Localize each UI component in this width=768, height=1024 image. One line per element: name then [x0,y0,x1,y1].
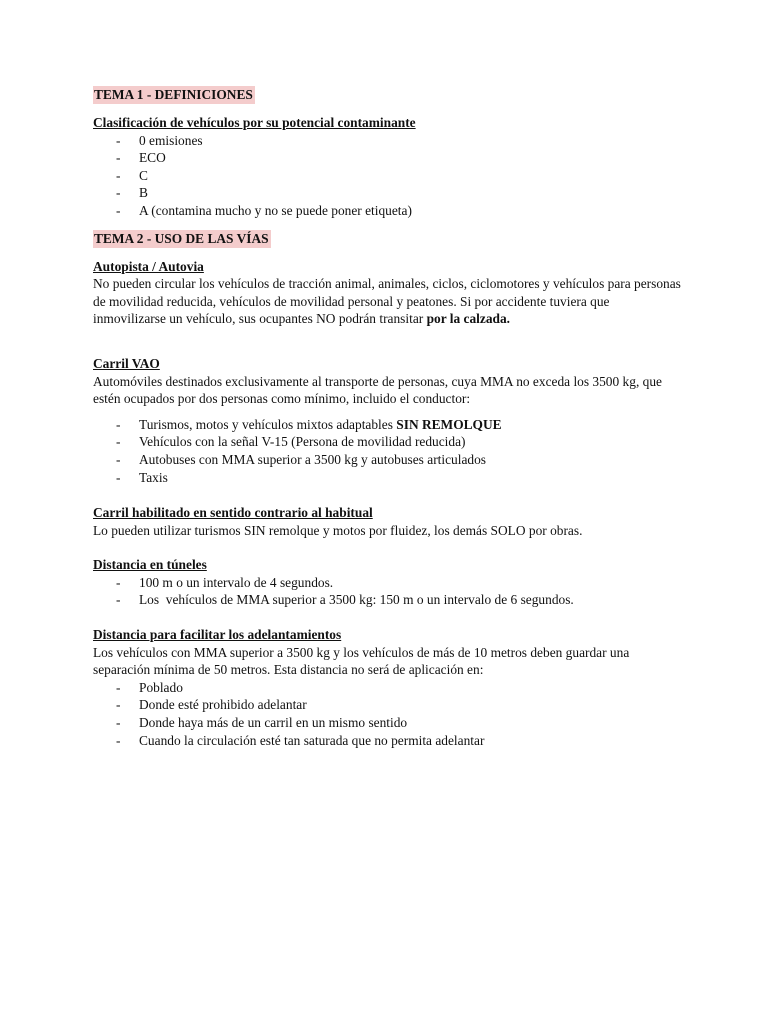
list-item: - A (contamina mucho y no se puede poner etiqueta) [93,202,683,220]
contrario-heading: Carril habilitado en sentido contrario al habitual [93,505,373,521]
adelantamientos-paragraph: Los vehículos con MMA superior a 3500 kg y los vehículos de más de 10 metros deben guardar una separación mínima de 50 metros. Esta distancia no será de aplicación en: [93,644,630,678]
vao-paragraph: Automóviles destinados exclusivamente al transporte de personas, cuya MMA no exceda los 3500 kg, que estén ocupados por dos personas como mínimo, incluido el conductor: [93,373,662,407]
tema-1-title [93,86,683,104]
contrario-paragraph: Lo pueden utilizar turismos SIN remolque y motos por fluidez, los demás SOLO por obras. [93,522,583,538]
list-item: - Taxis [93,469,683,487]
vao-heading: Carril VAO [93,355,160,371]
list-item: - Cuando la circulación esté tan saturada que no permita adelantar [93,732,683,750]
clasificacion-heading: Clasificación de vehículos por su potencial contaminante [93,115,416,130]
list-item: - Donde esté prohibido adelantar [93,696,683,714]
list-item: - Vehículos con la señal V-15 (Persona de movilidad reducida) [93,433,683,451]
autopista-text-bold: por la calzada. [426,311,511,327]
tuneles-list [93,574,683,609]
list-item: - Autobuses con MMA superior a 3500 kg y autobuses articulados [93,451,683,469]
vao-list [93,416,683,486]
vao-item-1-bold: SIN REMOLQUE [396,416,502,432]
list-item: - Donde haya más de un carril en un mismo sentido [93,714,683,732]
autopista-text: No pueden circular los vehículos de tracción animal, animales, ciclos, ciclomotores y vehículos para personas de movilidad reducida, vehículos de movilidad personal y peatones. Si por accidente tuviera que inmovilizarse un vehículo, sus ocupantes NO podrán transitar [93,276,681,327]
list-item: - Poblado [93,679,683,697]
document-page [93,86,683,749]
autopista-heading: Autopista / Autovia [93,258,204,274]
tema-2-title [93,230,683,248]
list-item: - B [93,184,683,202]
list-item: - Los vehículos de MMA superior a 3500 kg: 150 m o un intervalo de 6 segundos. [93,591,683,609]
tema-1-title-highlight: TEMA 1 - DEFINICIONES [94,87,253,102]
tuneles-heading: Distancia en túneles [93,557,207,573]
vao-item-1-text: Turismos, motos y vehículos mixtos adaptables [139,416,397,432]
autopista-paragraph [93,275,683,328]
clasificacion-list [93,132,683,220]
list-item: - C [93,167,683,185]
adelantamientos-heading: Distancia para facilitar los adelantamientos [93,627,342,643]
adelantamientos-list [93,679,683,749]
list-item: - ECO [93,149,683,167]
list-item [93,416,683,434]
list-item: - 0 emisiones [93,132,683,150]
tema-2-title-highlight: TEMA 2 - USO DE LAS VÍAS [94,230,269,246]
list-item: - 100 m o un intervalo de 4 segundos. [93,574,683,592]
